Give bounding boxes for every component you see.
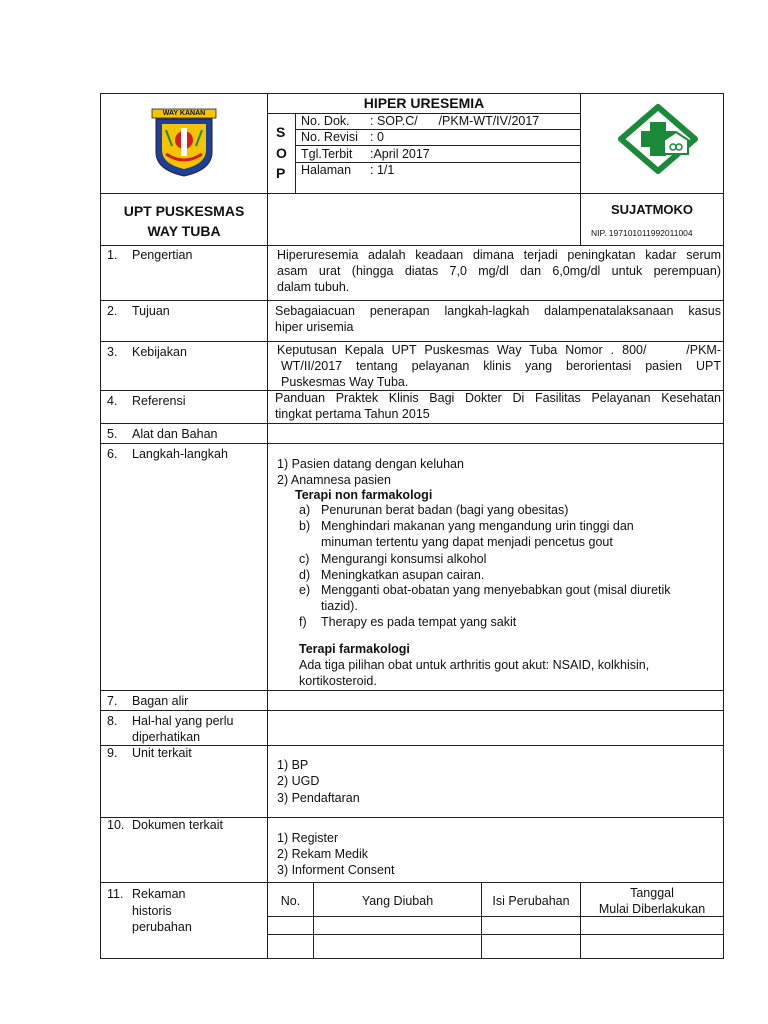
revision-header-changed: Yang Diubah (361, 894, 434, 908)
section-2-label: Tujuan (132, 304, 170, 318)
section-4-label: Referensi (132, 394, 186, 408)
section-1-line: asam urat (hingga diatas 7,0 mg/dl dan 6,0mg/dl untuk perempuan) (277, 264, 721, 278)
unit-item: 3) Pendaftaran (277, 791, 360, 805)
section-4-line: tingkat pertama Tahun 2015 (275, 407, 430, 421)
section-11-label: Rekaman (132, 887, 186, 901)
puskesmas-logo (618, 104, 698, 174)
revision-header-content: Isi Perubahan (492, 894, 570, 908)
section-8-label: Hal-hal yang perlu (132, 714, 234, 728)
section-1-number: 1. (107, 248, 118, 262)
meta-value-no-revisi: : 0 (370, 130, 384, 144)
nonfarma-text: Penurunan berat badan (bagi yang obesitas) (321, 503, 569, 517)
section-2-line: Sebagaiacuan penerapan langkah-lagkah dalampenatalaksanaan kasus (275, 304, 721, 318)
meta-value-no-dok: : SOP.C/ /PKM-WT/IV/2017 (370, 114, 540, 128)
nonfarma-text: Mengganti obat-obatan yang menyebabkan gout (misal diuretik (321, 583, 671, 597)
section-8-number: 8. (107, 714, 118, 728)
section-3-label: Kebijakan (132, 345, 187, 359)
section-3-line: WT/II/2017 tentang pelayanan klinis yang berorientasi pasien UPT (281, 359, 721, 373)
nonfarma-text: Mengurangi konsumsi alkohol (321, 552, 487, 566)
document-item: 2) Rekam Medik (277, 847, 368, 861)
nonfarma-mark: a) (299, 503, 311, 517)
unit-item: 2) UGD (277, 774, 320, 788)
section-6-number: 6. (107, 447, 118, 461)
section-8-label: diperhatikan (132, 730, 201, 744)
org-name-line2: WAY TUBA (147, 223, 221, 239)
meta-value-halaman: : 1/1 (370, 163, 395, 177)
section-5-label: Alat dan Bahan (132, 427, 218, 441)
section-2-line: hiper urisemia (275, 320, 354, 334)
section-11-number: 11. (107, 887, 124, 901)
section-10-label: Dokumen terkait (132, 818, 224, 832)
section-11-label: perubahan (132, 920, 192, 934)
step-item: 1) Pasien datang dengan keluhan (277, 457, 464, 471)
nonfarma-text: Therapy es pada tempat yang sakit (321, 615, 517, 629)
section-3-line: Keputusan Kepala UPT Puskesmas Way Tuba Nomor . 800/ /PKM- (277, 343, 721, 357)
document-item: 3) Informent Consent (277, 863, 395, 877)
nonfarma-mark: e) (299, 583, 311, 597)
section-7-number: 7. (107, 694, 118, 708)
section-11-label: historis (132, 904, 172, 918)
nonfarma-text: tiazid). (321, 599, 358, 613)
document-title: HIPER URESEMIA (363, 95, 485, 111)
revision-header-no: No. (280, 894, 301, 908)
way-kanan-logo (150, 106, 218, 178)
nonfarma-title: Terapi non farmakologi (295, 488, 433, 502)
nonfarma-text: minuman tertentu yang dapat menjadi pencetus gout (321, 535, 613, 549)
meta-label-no-dok: No. Dok. (301, 114, 350, 128)
signer-nip: NIP. 197101011992011004 (591, 228, 693, 238)
section-3-line: Puskesmas Way Tuba. (281, 375, 409, 389)
section-9-number: 9. (107, 746, 118, 760)
logo-text: WAY KANAN (162, 110, 206, 117)
section-9-label: Unit terkait (132, 746, 192, 760)
nonfarma-text: Menghindari makanan yang mengandung urin tinggi dan (321, 519, 634, 533)
step-item: 2) Anamnesa pasien (277, 473, 391, 487)
revision-header-effective: Mulai Diberlakukan (598, 902, 706, 916)
section-1-line: dalam tubuh. (277, 280, 350, 294)
nonfarma-mark: d) (299, 568, 311, 582)
signer-name: SUJATMOKO (610, 202, 694, 217)
unit-item: 1) BP (277, 758, 309, 772)
section-4-line: Panduan Praktek Klinis Bagi Dokter Di Fasilitas Pelayanan Kesehatan (275, 391, 721, 405)
section-2-number: 2. (107, 304, 118, 318)
section-6-label: Langkah-langkah (132, 447, 228, 461)
nonfarma-mark: c) (299, 552, 310, 566)
sop-letter-p: P (276, 165, 286, 181)
meta-value-tgl-terbit: :April 2017 (370, 147, 430, 161)
nonfarma-mark: f) (299, 615, 307, 629)
nonfarma-text: Meningkatkan asupan cairan. (321, 568, 485, 582)
meta-label-no-revisi: No. Revisi (301, 130, 358, 144)
section-1-label: Pengertian (132, 248, 193, 262)
meta-label-tgl-terbit: Tgl.Terbit (301, 147, 353, 161)
section-5-number: 5. (107, 427, 118, 441)
farma-line: Ada tiga pilihan obat untuk arthritis gout akut: NSAID, kolkhisin, (299, 658, 650, 672)
document-item: 1) Register (277, 831, 339, 845)
section-4-number: 4. (107, 394, 118, 408)
revision-header-date: Tanggal (630, 886, 674, 900)
section-3-number: 3. (107, 345, 118, 359)
sop-letter-o: O (276, 145, 287, 161)
sop-letter-s: S (276, 124, 286, 140)
nonfarma-mark: b) (299, 519, 311, 533)
farma-line: kortikosteroid. (299, 674, 377, 688)
section-10-number: 10. (107, 818, 125, 832)
meta-label-halaman: Halaman (301, 163, 352, 177)
section-7-label: Bagan alir (132, 694, 189, 708)
farma-title: Terapi farmakologi (299, 642, 410, 656)
section-1-line: Hiperuresemia adalah keadaan dimana terjadi peningkatan kadar serum (277, 248, 721, 262)
org-name-line1: UPT PUSKESMAS (123, 203, 245, 219)
